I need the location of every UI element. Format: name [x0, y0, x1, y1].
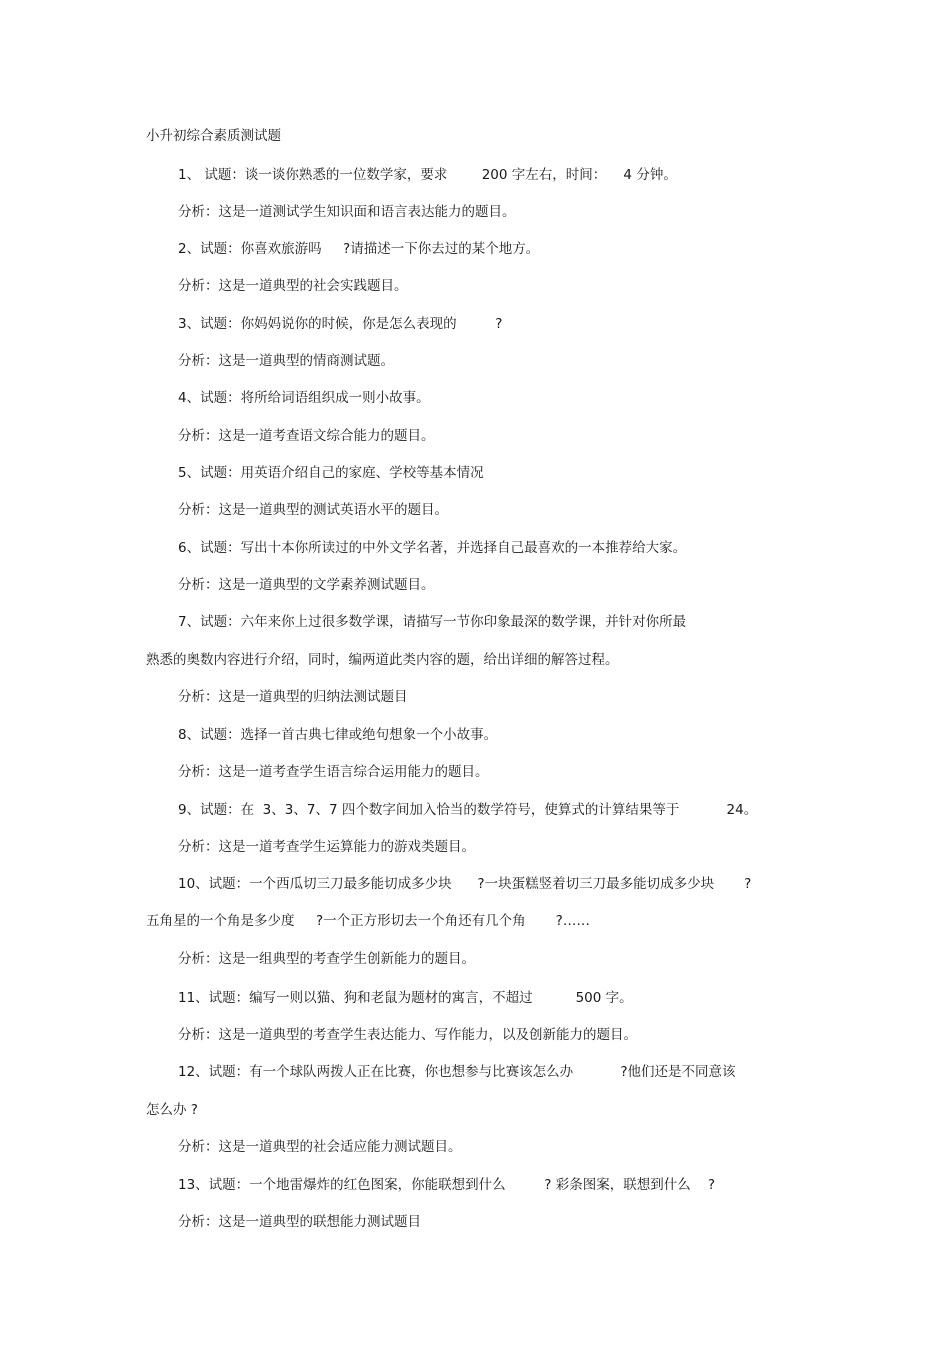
analysis-11: 分析：这是一道典型的考查学生表达能力、写作能力，以及创新能力的题目。	[178, 1027, 637, 1043]
question-12-continued: 怎么办 ?	[146, 1102, 198, 1118]
question-1: 1、 试题：谈一谈你熟悉的一位数学家，要求 200 字左右，时间： 4 分钟。	[178, 167, 677, 183]
analysis-9: 分析：这是一道考查学生运算能力的游戏类题目。	[178, 839, 475, 855]
analysis-6: 分析：这是一道典型的文学素养测试题目。	[178, 577, 435, 593]
question-5: 5、试题：用英语介绍自己的家庭、学校等基本情况	[178, 465, 484, 481]
question-4: 4、试题：将所给词语组织成一则小故事。	[178, 390, 430, 406]
question-2: 2、试题：你喜欢旅游吗 ?请描述一下你去过的某个地方。	[178, 241, 540, 257]
question-7: 7、试题：六年来你上过很多数学课，请描写一节你印象最深的数学课，并针对你所最	[178, 614, 687, 630]
analysis-4: 分析：这是一道考查语文综合能力的题目。	[178, 428, 435, 444]
document-title: 小升初综合素质测试题	[146, 128, 281, 144]
question-3: 3、试题：你妈妈说你的时候，你是怎么表现的 ?	[178, 316, 503, 332]
analysis-12: 分析：这是一道典型的社会适应能力测试题目。	[178, 1139, 462, 1155]
question-8: 8、试题：选择一首古典七律或绝句想象一个小故事。	[178, 727, 498, 743]
analysis-2: 分析：这是一道典型的社会实践题目。	[178, 278, 408, 294]
analysis-8: 分析：这是一道考查学生语言综合运用能力的题目。	[178, 764, 489, 780]
question-6: 6、试题：写出十本你所读过的中外文学名著，并选择自己最喜欢的一本推荐给大家。	[178, 540, 687, 556]
question-13: 13、试题：一个地雷爆炸的红色图案，你能联想到什么 ? 彩条图案，联想到什么 ?	[178, 1177, 716, 1193]
question-9: 9、试题：在 3、3、7、7 四个数字间加入恰当的数学符号，使算式的计算结果等于 24。	[178, 802, 758, 818]
question-10: 10、试题：一个西瓜切三刀最多能切成多少块 ?一块蛋糕竖着切三刀最多能切成多少块 ?	[178, 876, 752, 892]
question-11: 11、试题：编写一则以猫、狗和老鼠为题材的寓言，不超过 500 字。	[178, 990, 633, 1006]
analysis-5: 分析：这是一道典型的测试英语水平的题目。	[178, 502, 448, 518]
question-12: 12、试题：有一个球队两拨人正在比赛，你也想参与比赛该怎么办 ?他们还是不同意该	[178, 1064, 736, 1080]
analysis-3: 分析：这是一道典型的情商测试题。	[178, 353, 394, 369]
analysis-13: 分析：这是一道典型的联想能力测试题目	[178, 1214, 421, 1230]
analysis-7: 分析：这是一道典型的归纳法测试题目	[178, 689, 408, 705]
question-7-continued: 熟悉的奥数内容进行介绍，同时，编两道此类内容的题，给出详细的解答过程。	[146, 652, 619, 668]
analysis-1: 分析：这是一道测试学生知识面和语言表达能力的题目。	[178, 204, 516, 220]
question-10-continued: 五角星的一个角是多少度 ?一个正方形切去一个角还有几个角 ?……	[146, 913, 590, 929]
analysis-10: 分析：这是一组典型的考查学生创新能力的题目。	[178, 951, 475, 967]
